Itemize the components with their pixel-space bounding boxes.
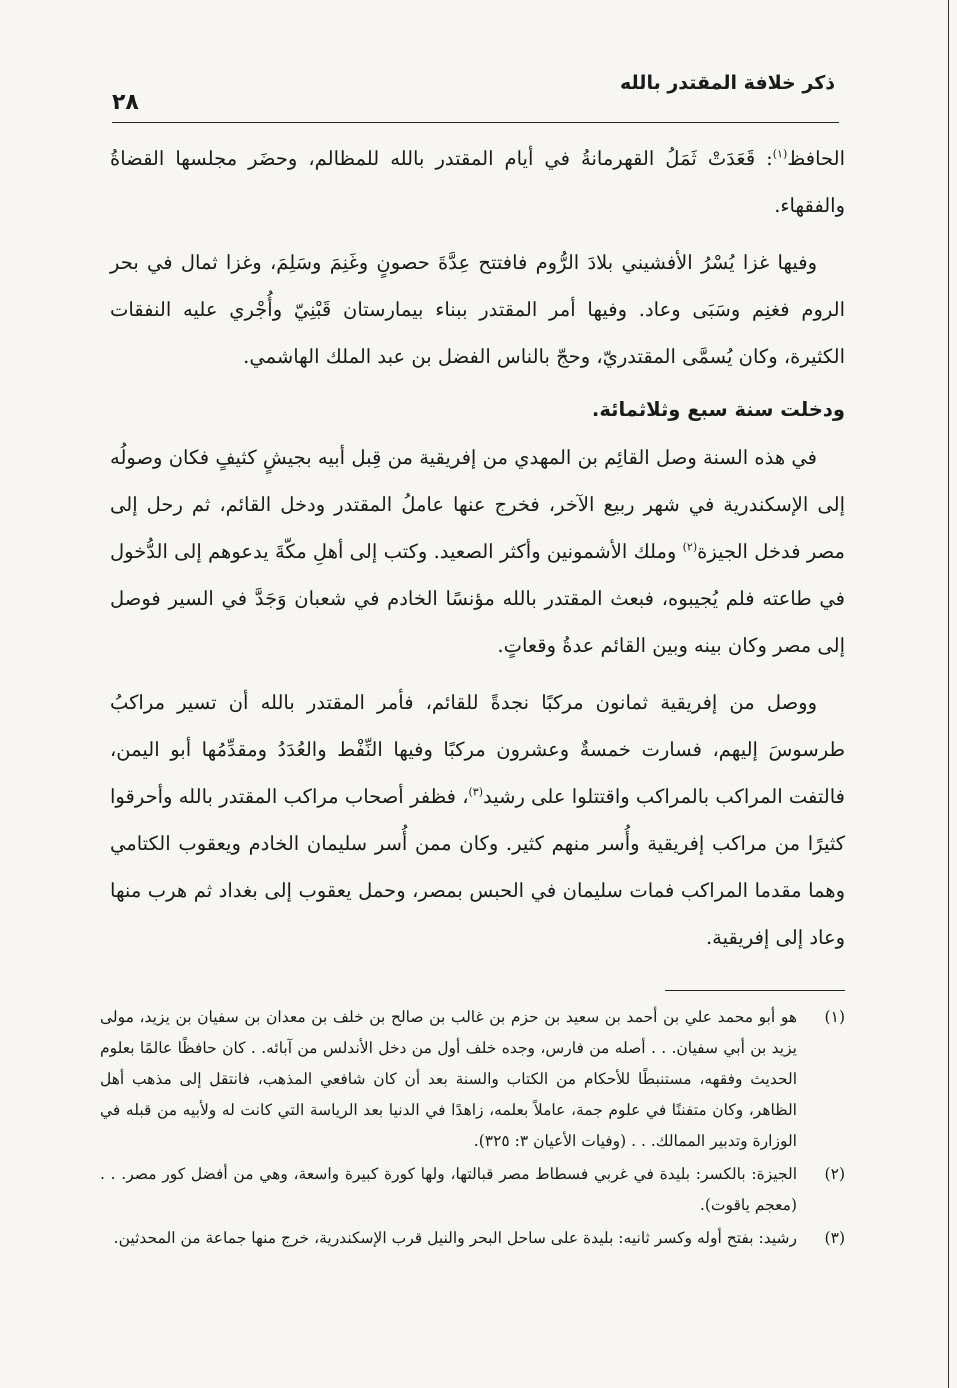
footnote-number: (٢) bbox=[824, 1165, 845, 1183]
main-text bbox=[110, 135, 845, 971]
paragraph-4 bbox=[110, 679, 845, 961]
paragraph-1-start: الحافظ bbox=[787, 147, 845, 170]
paragraph-2: وفيها غزا يُسْرُ الأفشيني بلادَ الرُّوم فافتتح عِدَّةَ حصونٍ وغَنِمَ وسَلِمَ، وغزا ثمال في بحر الروم فغنِم وسَبَى وعاد. وفيها أمر المقتدر ببناء بيمارستان قَبْنِيّ وأُجْري عليه النفقات الكثيرة، وكان يُسمَّى المقتدريّ، وحجّ بالناس الفضل بن عبد الملك الهاشمي. bbox=[110, 251, 845, 368]
paragraph-3 bbox=[110, 434, 845, 669]
footnote-ref-1: (١) bbox=[772, 147, 788, 161]
paragraph-1 bbox=[110, 135, 845, 229]
footnote-text: الجيزة: بالكسر: بليدة في غربي فسطاط مصر قبالتها، ولها كورة كبيرة واسعة، وهي من أفضل كور مصر. . . (معجم ياقوت). bbox=[100, 1165, 797, 1214]
header-rule bbox=[112, 122, 839, 123]
footnote-text: رشيد: بفتح أوله وكسر ثانيه: بليدة على ساحل البحر والنيل قرب الإسكندرية، خرج منها جماعة من المحدثين. bbox=[113, 1229, 797, 1247]
paragraph-3-start: في هذه السنة وصل القائِم بن المهدي من إفريقية من قِبل أبيه بجيشٍ كثيفٍ فكان وصولُه إلى الإسكندرية في شهر ربيع الآخر، فخرج عنها عاملُ المقتدر ودخل القائم، ثم رحل إلى مصر فدخل الجيزة bbox=[110, 446, 845, 563]
footnote-number: (٣) bbox=[824, 1229, 845, 1247]
paragraph-4-rest: ، فظفر أصحاب مراكب المقتدر بالله وأحرقوا كثيرًا من مراكب إفريقية وأُسر منهم كثير. وكان ممن أُسر سليمان الخادم ويعقوب الكتامي وهما مقدما المراكب فمات سليمان في الحبس بمصر، وحمل يعقوب إلى بغداد ثم هرب منها وعاد إلى إفريقية. bbox=[110, 785, 845, 949]
paragraph-4-start: ووصل من إفريقية ثمانون مركبًا نجدةً للقائم، فأمر المقتدر بالله أن تسير مراكبُ طرسوسَ إليهم، فسارت خمسةٌ وعشرون مركبًا وفيها النِّفْط والعُدَدُ ومقدِّمُها أبو اليمن، فالتفت المراكب بالمراكب واقتتلوا على رشيد bbox=[110, 691, 845, 808]
footnote-separator bbox=[665, 990, 845, 991]
page-number: ٢٨ bbox=[112, 90, 139, 115]
running-title: ذكر خلافة المقتدر بالله bbox=[620, 72, 835, 94]
page-edge-line bbox=[948, 0, 949, 1388]
footnote-2 bbox=[100, 1159, 845, 1221]
footnote-ref-2: (٢) bbox=[682, 540, 698, 554]
paragraph-3-rest: وملك الأشمونين وأكثر الصعيد. وكتب إلى أهلِ مكّةَ يدعوهم إلى الدُّخول في طاعته فلم يُجيبوه، فبعث المقتدر بالله مؤنسًا الخادم في شعبان وَجَدَّ في السير فوصل إلى مصر وكان بينه وبين القائم عدةُ وقعاتٍ. bbox=[110, 540, 845, 657]
footnote-1 bbox=[100, 1002, 845, 1157]
footnote-3 bbox=[100, 1223, 845, 1254]
footnotes bbox=[100, 1002, 845, 1256]
paragraph-1-rest: : قَعَدَتْ ثَمَلُ القهرمانةُ في أيام المقتدر بالله للمظالم، وحضَر مجلسها القضاةُ والفقهاء. bbox=[110, 147, 845, 217]
section-heading: ودخلت سنة سبع وثلاثمائة. bbox=[591, 398, 845, 421]
footnote-number: (١) bbox=[824, 1008, 845, 1026]
footnote-text: هو أبو محمد علي بن أحمد بن سعيد بن حزم بن غالب بن صالح بن خلف بن معدان بن سفيان بن يزيد، مولى يزيد بن أبي سفيان. . . أصله من فارس، وجده خلف أول من دخل الأندلس من آبائه. . كان حافظًا عالمًا بعلوم الحديث وفقهه، مستنبطًا للأحكام من الكتاب والسنة بعد أن كان شافعي المذهب، فانتقل إلى مذهب أهل الظاهر، وكان متفننًا في علوم جمة، عاملاً بعلمه، زاهدًا في الدنيا بعد الرياسة التي كانت له ولأبيه من قبله في الوزارة وتدبير الممالك. . . (وفيات الأعيان ٣: ٣٢٥). bbox=[100, 1008, 797, 1150]
footnote-ref-3: (٣) bbox=[468, 785, 484, 799]
